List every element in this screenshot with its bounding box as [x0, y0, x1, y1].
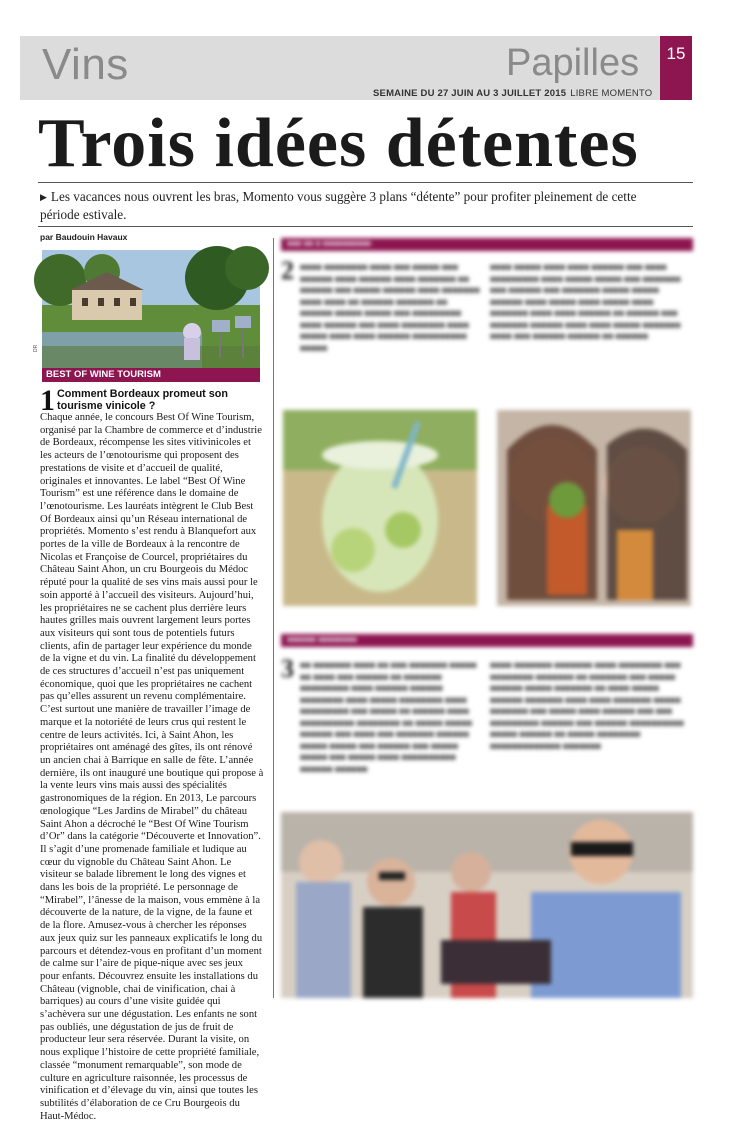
publication-name: LIBRE MOMENTO — [570, 88, 653, 99]
blind-tasting-photo — [281, 812, 693, 998]
lede-rule — [38, 226, 693, 227]
arrow-right-icon: ▶ — [40, 192, 47, 202]
section-bar-bottom: ■■■■■■ ■■■■■■■■ — [281, 634, 693, 647]
rubric-vins: Vins — [42, 40, 129, 89]
item-body: Chaque année, le concours Best Of Wine Tourism, organisé par la Chambre de commerce et d’industrie de Bordeaux, récompense les sites vitivinicoles et les acteurs de l’œnotourisme qui proposent des prestations de visite et d’accueil de qualité, originales et innovantes. Le label “Best Of Wine Tourism” est une référence dans le domaine de l’œnotourisme. Les lauréats intègrent le Club Best Of Bordeaux ainsi qu’un Réseau international de propriétés. Momento s’est rendu à Blanquefort aux portes de la ville de Bordeaux à la rencontre de Nicolas et Françoise de Courcel, propriétaires du Château Saint Ahon, un cru Bourgeois du Médoc réputé pour la qualité de ses vins mais aussi pour le soin apporté à l’accueil des visiteurs. Aujourd’hui, les propriétaires ne se cachent plus derrière leurs hautes grilles mais ouvrent largement leurs portes aux visiteurs qui sont tous de potentiels futurs clients, afin de partager leur expérience du monde de la vigne et du vin. La finalité du développement de ces structures d’accueil n’est pas uniquement économique, quoi que les propriétaires ne cachent pas qu’elles assurent un revenu complémentaire. C’est surtout une manière de travailler l’image de marque et la notoriété de leurs crus qui restent le centre de leurs activités. Ici, à Saint Ahon, les propriétaires ont aménagé des gîtes, ils ont rénové un ancien chai à Barrique en salle de fête. L’année dernière, ils ont inauguré une boutique qui propose à la vente leurs vins mais aussi des spécialités gastronomiques de la région. En 2013, Le parcours œnologique “Les Jardins de Mirabel” du château Saint Ahon a décroché le “Best Of Wine Tourism d’Or” dans la catégorie “Découverte et Innovation”. Il s’agit d’une promenade familiale et ludique au cœur du vignoble du Château Saint Ahon. Le visiteur se balade librement le long des vignes et dans les bois de la propriété. Le personnage de “Mirabel”, l’ânesse de la maison, vous emmène à la découverte de la nature, de la vigne, de la faune et de la flore. Amusez-vous à chercher les réponses aux jeux quiz sur les panneaux explicatifs le long du parcours et détendez-vous en profitant d’un moment de calme sur l’aire de pique-nique avec ses jeux pour enfants. Découvrez ensuite les installations du Château (vignoble, chai de vinification, chai à barriques) au cours d’une visite guidée qui s’achèvera sur une dégustation. Les enfants ne sont pas oubliés, une dégustation de jus de fruit de producteur leur sera réservée. Durant la visite, on nous explique l’histoire de cette propriété familiale, classée “monument remarquable”, son mode de culture en agriculture raisonnée, les processus de vinification et d’élevage du vin, ainsi que toutes les subtilités d’élaboration de ce Cru Bourgeois du Haut-Médoc. — [40, 412, 264, 1122]
item-number-2: 2 — [281, 256, 294, 285]
issue-line — [373, 88, 652, 99]
photo-credit: DR — [33, 344, 39, 352]
photo-caption: BEST OF WINE TOURISM — [42, 368, 260, 382]
blurred-text-block: ■■■■ ■■■■■■■■ ■■■■ ■■■ ■■■■■ ■■■ ■■■■■■ ■■■■ ■■■■■■ ■■■■ ■■■■■■■ ■■ ■■■■■■ ■■■ ■■■■■ ■■■■■■ ■■■■ ■■■■■■■ ■■■■ ■■■■ ■■ ■■■■■■ ■■■■■■■ ■■ ■■■■■■ ■■■■■ ■■■■■ ■■■ ■■■■■■■■■ ■■■■ ■■■■■■ ■■■ ■■■■ ■■■■■■■■ ■■■■ ■■■■■ ■■■■ ■■■■ ■■■■■■ ■■■■■■■■■■ ■■■■■ — [300, 262, 480, 353]
cocktail-photo — [283, 410, 477, 606]
item-number-3: 3 — [281, 654, 294, 683]
women-drinking-photo — [497, 410, 691, 606]
title-rule — [38, 182, 693, 183]
lede — [40, 188, 640, 223]
item-question: Comment Bordeaux promeut son tourisme vinicole ? — [57, 388, 228, 412]
chateau-garden-photo — [42, 250, 260, 368]
byline: par Baudouin Havaux — [40, 232, 128, 242]
section-bar-top: ■■■ ■■ ■ ■■■■■■■■■■ — [281, 238, 693, 251]
item-number: 1 — [40, 384, 55, 417]
issue-date: SEMAINE DU 27 JUIN AU 3 JUILLET 2015 — [373, 88, 567, 99]
blurred-text-block: ■■■■ ■■■■■ ■■■■ ■■■■ ■■■■■■ ■■■ ■■■■ ■■■■■■■■■ ■■■■ ■■■■■ ■■■■■ ■■■ ■■■■■■■ ■■■ ■■■■■■ ■■■ ■■■■■■■ ■■■■■ ■■■■■ ■■■■■■ ■■■■ ■■■■■ ■■■■ ■■■■■ ■■■■ ■■■■■■■ ■■■■ ■■■■ ■■■■■■ ■■ ■■■■■■ ■■■ ■■■■■■■ ■■■■■■ ■■■■ ■■■■ ■■■■■ ■■■■■■■ ■■■■ ■■■ ■■■■■■ ■■■■■■ ■■ ■■■■■■ — [490, 262, 681, 341]
blurred-text-block: ■■■■ ■■■■■■■ ■■■■■■■ ■■■■ ■■■■■■■■ ■■■ ■■■■■■■■ ■■■■■■■ ■■ ■■■■■■■ ■■■ ■■■■■ ■■■■■■ ■■■■■ ■■■■■■■ ■■ ■■■■ ■■■■■ ■■■■■■ ■■■■■■■ ■■■■ ■■■■ ■■■■■■■ ■■■■■ ■■■■■■■ ■■■ ■■■■■ ■■■■ ■■■■■■ ■■■ ■■■ ■■■■■■■■■ ■■■■■■ ■■■ ■■■■■■ ■■■■■■■■■■ ■■■■■ ■■■■■■ ■■ ■■■■■ ■■■■■■■■ ■■■■■■■■■■■■■ ■■■■■■■ — [490, 660, 684, 751]
rubric-papilles: Papilles — [506, 42, 640, 84]
article-title: Trois idées détentes — [38, 105, 639, 182]
column-divider — [273, 238, 274, 998]
page-number: 15 — [660, 36, 692, 100]
blurred-text-block: ■■ ■■■■■■■ ■■■■ ■■ ■■■ ■■■■■■■ ■■■■■ ■■ ■■■■ ■■■ ■■■■■■ ■■ ■■■■■■■ ■■■■■■■■■ ■■■■ ■■■■■■ ■■■■■■ ■■■■■■■■ ■■■■ ■■■■■ ■■■■■■■■ ■■■■ ■■■■■■■■■ ■■■ ■■■■■ ■■ ■■■■■■ ■■■■ ■■■■■■■■■■ ■■■■■■■■ ■■ ■■■■■ ■■■■■ ■■■■■■ ■■■ ■■■■ ■■■ ■■■■■■■ ■■■■■■ ■■■■■ ■■■■■ ■■■ ■■■■■■ ■■■ ■■■■■ ■■■■■ ■■■ ■■■■■ ■■■■ ■■■■■■■■■■ ■■■■■■ ■■■■■■ — [300, 660, 477, 774]
lede-text: Les vacances nous ouvrent les bras, Momento vous suggère 3 plans “détente” pour profiter pleinement de cette période estivale. — [40, 189, 637, 222]
